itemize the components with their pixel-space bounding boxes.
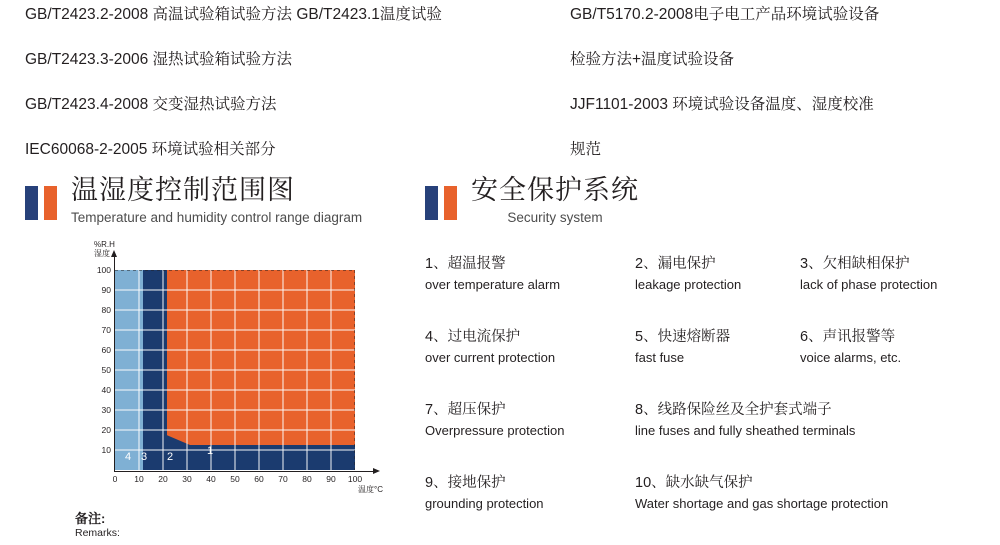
protection-cn: 6、声讯报警等 — [800, 329, 896, 345]
chart-ytick: 60 — [101, 345, 111, 355]
chart-ytick: 90 — [101, 285, 111, 295]
remarks-label-cn: 备注: — [75, 511, 106, 526]
protection-cn: 7、超压保护 — [425, 402, 506, 418]
chart-ytick: 70 — [101, 325, 111, 335]
chart-xtick: 30 — [182, 474, 192, 484]
protection-en: fast fuse — [635, 350, 685, 365]
protection-cn: 4、过电流保护 — [425, 329, 521, 345]
standard-line: GB/T2423.3-2006 湿热试验箱试验方法 — [25, 51, 293, 68]
standard-line: GB/T2423.4-2008 交变湿热试验方法 — [25, 96, 277, 113]
chart-xtick: 20 — [158, 474, 168, 484]
protection-cn: 5、快速熔断器 — [635, 329, 731, 345]
chart-plot-area — [96, 265, 363, 484]
chart-svg — [115, 270, 355, 470]
heading-text — [471, 172, 639, 228]
protection-cn: 9、接地保护 — [425, 475, 506, 491]
protection-en: over temperature alarm — [425, 277, 561, 292]
standard-line: GB/T2423.2-2008 高温试验箱试验方法 GB/T2423.1温度试验 — [25, 6, 442, 23]
protection-item — [800, 253, 1000, 295]
protection-item — [425, 399, 635, 441]
protection-item — [425, 472, 635, 514]
protection-en: Overpressure protection — [425, 423, 565, 438]
protection-item — [425, 326, 635, 368]
temp-humidity-chart — [80, 240, 410, 510]
chart-zone-label: 4 — [125, 451, 132, 463]
flag-icon — [425, 186, 457, 220]
protection-en: lack of phase protection — [800, 277, 938, 292]
chart-xtick: 40 — [206, 474, 216, 484]
heading-text — [71, 172, 362, 228]
chart-ytick: 40 — [101, 385, 111, 395]
chart-xtick: 50 — [230, 474, 240, 484]
protection-en: leakage protection — [635, 277, 742, 292]
protection-item — [635, 472, 1000, 514]
protection-cn: 10、缺水缺气保护 — [635, 475, 753, 491]
chart-x-axis — [114, 471, 374, 472]
protection-item — [425, 253, 635, 295]
protection-item — [800, 326, 1000, 368]
protection-en: Water shortage and gas shortage protection — [635, 496, 889, 511]
heading-en: Temperature and humidity control range diagram — [71, 210, 363, 225]
protection-item — [635, 326, 800, 368]
chart-xtick: 90 — [326, 474, 336, 484]
chart-zone-label: 1 — [207, 445, 214, 457]
protection-row — [425, 399, 1000, 441]
protection-cn: 3、欠相缺相保护 — [800, 256, 910, 272]
chart-zone-label: 2 — [167, 451, 174, 463]
chart-ytick: 100 — [96, 265, 111, 275]
standard-line: IEC60068-2-2005 环境试验相关部分 — [25, 141, 276, 158]
protection-cn: 2、漏电保护 — [635, 256, 716, 272]
standard-line: 规范 — [570, 141, 602, 158]
heading-en: Security system — [507, 210, 603, 225]
protection-row — [425, 326, 1000, 368]
chart-ytick: 10 — [101, 445, 111, 455]
left-column — [0, 0, 442, 539]
chart-y-arrow-icon — [111, 250, 117, 257]
protection-en: line fuses and fully sheathed terminals — [635, 423, 856, 438]
heading-cn: 安全保护系统 — [471, 175, 639, 205]
chart-xtick: 70 — [278, 474, 288, 484]
chart-x-axis-label: 温度°C — [358, 485, 383, 494]
chart-ytick: 30 — [101, 405, 111, 415]
chart-ytick: 80 — [101, 305, 111, 315]
chart-ytick: 20 — [101, 425, 111, 435]
chart-xtick: 60 — [254, 474, 264, 484]
protection-cn: 1、超温报警 — [425, 256, 506, 272]
standard-line: 检验方法+温度试验设备 — [570, 51, 735, 68]
chart-zone-label: 3 — [141, 451, 148, 463]
section-heading-security — [425, 172, 639, 228]
chart-ytick: 50 — [101, 365, 111, 375]
chart-xtick: 100 — [347, 474, 363, 484]
protection-item — [635, 399, 1000, 441]
protection-en: over current protection — [425, 350, 556, 365]
protection-en: voice alarms, etc. — [800, 350, 902, 365]
protection-en: grounding protection — [425, 496, 544, 511]
standards-list-right — [570, 0, 1000, 172]
protection-row — [425, 472, 1000, 514]
chart-x-arrow-icon — [373, 468, 380, 474]
chart-y-axis-label: %R.H 湿度 — [94, 240, 115, 258]
protection-cn: 8、线路保险丝及全护套式端子 — [635, 402, 832, 418]
protection-item — [635, 253, 800, 295]
flag-icon — [25, 186, 57, 220]
standards-list-left — [25, 0, 442, 172]
remarks-label-en: Remarks: — [75, 527, 120, 539]
chart-xtick: 10 — [134, 474, 144, 484]
protection-row — [425, 253, 1000, 295]
standard-line: JJF1101-2003 环境试验设备温度、湿度校准 — [570, 96, 874, 113]
chart-xtick: 0 — [112, 474, 118, 484]
chart-xtick: 80 — [302, 474, 312, 484]
heading-cn: 温湿度控制范围图 — [71, 175, 295, 205]
section-heading-temp-humidity — [25, 172, 362, 228]
standard-line: GB/T5170.2-2008电子电工产品环境试验设备 — [570, 6, 880, 23]
protection-list — [425, 253, 1000, 545]
